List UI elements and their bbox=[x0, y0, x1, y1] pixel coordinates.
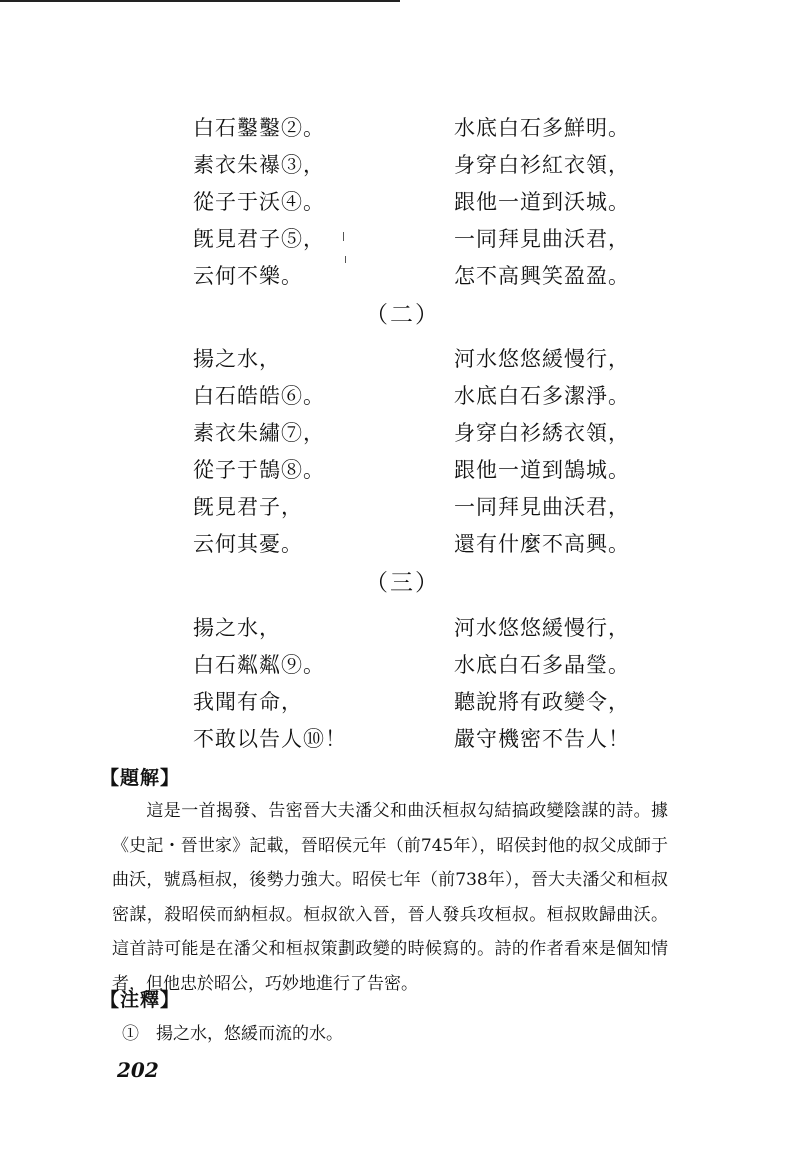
poem-line bbox=[193, 223, 633, 260]
translation-line: 怎不高興笑盈盈。 bbox=[454, 264, 630, 288]
original-line: 白石鑿鑿②。 bbox=[193, 116, 325, 140]
original-line: 云何不樂。 bbox=[193, 264, 303, 288]
tijie-text: 這是一首揭發、告密晉大夫潘父和曲沃桓叔勾結搞政變陰謀的詩。據《史記・晉世家》記載，晉昭侯元年（前745年），昭侯封他的叔父成師于曲沃，號爲桓叔，後勢力強大。昭侯七年（前738年），晉大夫潘父和桓叔密謀，殺昭侯而納桓叔。桓叔欲入晉，晉人發兵攻桓叔。桓叔敗歸曲沃。這首詩可能是在潘父和桓叔策劃政變的時候寫的。詩的作者看來是個知情者，但他忠於昭公，巧妙地進行了告密。 bbox=[112, 801, 668, 994]
poem-line bbox=[193, 380, 633, 417]
stanza-1 bbox=[193, 112, 633, 297]
poem-line bbox=[193, 343, 633, 380]
poem-line bbox=[193, 260, 633, 297]
stanza-2 bbox=[193, 343, 633, 565]
translation-line: 水底白石多鮮明。 bbox=[454, 116, 630, 140]
translation-line: 嚴守機密不告人！ bbox=[454, 727, 630, 751]
translation-line: 還有什麼不高興。 bbox=[454, 532, 630, 556]
translation-line: 身穿白衫紅衣領， bbox=[454, 153, 630, 177]
poem-line bbox=[193, 491, 633, 528]
translation-line: 身穿白衫綉衣領， bbox=[454, 421, 630, 445]
original-line: 從子于沃④。 bbox=[193, 190, 325, 214]
poem-line bbox=[193, 186, 633, 223]
stanza-3 bbox=[193, 612, 633, 760]
original-line: 不敢以告人⑩！ bbox=[193, 727, 347, 751]
page-number: 202 bbox=[117, 1058, 159, 1082]
original-line: 白石皓皓⑥。 bbox=[193, 384, 325, 408]
original-line: 云何其憂。 bbox=[193, 532, 303, 556]
original-line: 素衣朱襮③， bbox=[193, 153, 325, 177]
original-line: 白石粼粼⑨。 bbox=[193, 653, 325, 677]
poem-line bbox=[193, 686, 633, 723]
poem-line bbox=[193, 112, 633, 149]
translation-line: 水底白石多潔淨。 bbox=[454, 384, 630, 408]
translation-line: 河水悠悠緩慢行， bbox=[454, 347, 630, 371]
translation-line: 河水悠悠緩慢行， bbox=[454, 616, 630, 640]
original-line: 揚之水， bbox=[193, 616, 281, 640]
top-rule bbox=[0, 0, 400, 2]
original-line: 揚之水， bbox=[193, 347, 281, 371]
poem-line bbox=[193, 612, 633, 649]
original-line: 我聞有命， bbox=[193, 690, 303, 714]
translation-line: 水底白石多晶瑩。 bbox=[454, 653, 630, 677]
poem-line bbox=[193, 149, 633, 186]
translation-line: 聽說將有政變令， bbox=[454, 690, 630, 714]
section-heading-2: （二） bbox=[365, 302, 440, 328]
original-line: 從子于鵠⑧。 bbox=[193, 458, 325, 482]
zhushi-heading: 【注釋】 bbox=[100, 989, 181, 1011]
stray-mark bbox=[343, 232, 344, 241]
poem-line bbox=[193, 454, 633, 491]
translation-line: 跟他一道到沃城。 bbox=[454, 190, 630, 214]
translation-line: 一同拜見曲沃君， bbox=[454, 495, 630, 519]
original-line: 旣見君子， bbox=[193, 495, 303, 519]
translation-line: 跟他一道到鵠城。 bbox=[454, 458, 630, 482]
poem-line bbox=[193, 723, 633, 760]
poem-line bbox=[193, 528, 633, 565]
poem-line bbox=[193, 649, 633, 686]
original-line: 素衣朱繡⑦， bbox=[193, 421, 325, 445]
tijie-heading: 【題解】 bbox=[100, 767, 181, 789]
stray-mark bbox=[345, 256, 346, 263]
section-heading-3: （三） bbox=[365, 570, 440, 596]
note-1: ① 揚之水，悠緩而流的水。 bbox=[122, 1024, 343, 1044]
poem-line bbox=[193, 417, 633, 454]
original-line: 旣見君子⑤， bbox=[193, 227, 325, 251]
tijie-paragraph bbox=[112, 794, 668, 1001]
translation-line: 一同拜見曲沃君， bbox=[454, 227, 630, 251]
